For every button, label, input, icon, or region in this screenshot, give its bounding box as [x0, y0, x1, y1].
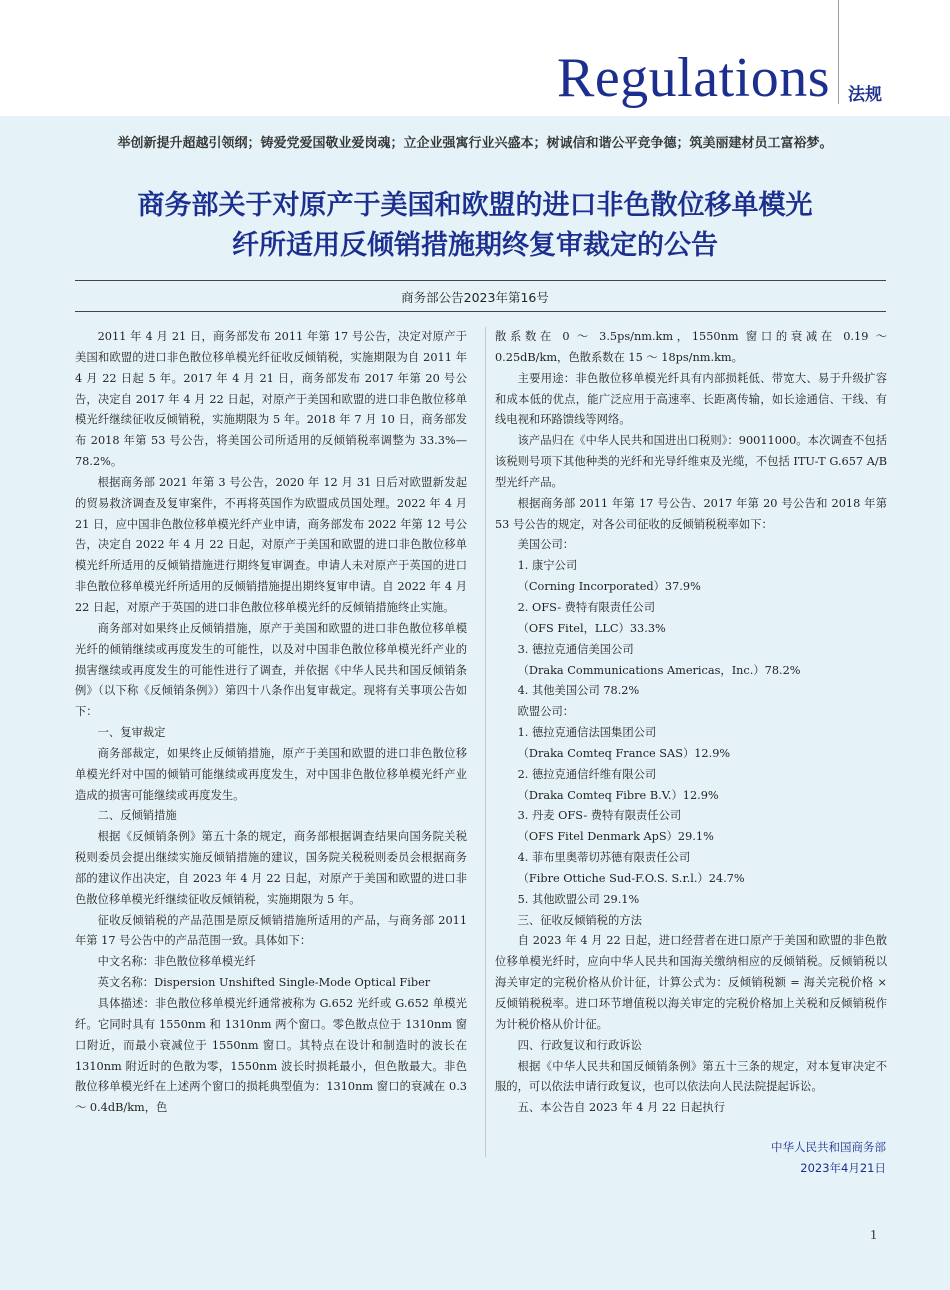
- paragraph: 三、征收反倾销税的方法: [517, 913, 642, 927]
- paragraph: 中文名称：非色散位移单模光纤: [97, 955, 256, 969]
- document-number: 商务部公告2023年第16号: [401, 290, 549, 305]
- paragraph: 5. 其他欧盟公司 29.1%: [517, 892, 640, 906]
- paragraph: 2. OFS- 费特有限责任公司: [517, 600, 655, 614]
- paragraph: 商务部裁定，如果终止反倾销措施，原产于美国和欧盟的进口非色散位移单模光纤对中国的倾销可能继续或再度发生，对中国非色散位移单模光纤产业造成的损害可能继续或再度发生。: [75, 746, 467, 802]
- paragraph: （Draka Communications Americas，Inc.）78.2%: [517, 663, 801, 677]
- paragraph: 欧盟公司：: [517, 705, 575, 719]
- paragraph: （Corning Incorporated）37.9%: [517, 580, 701, 594]
- paragraph: 具体描述：非色散位移单模光纤通常被称为 G.652 光纤或 G.652 单模光纤。它同时具有 1550nm 和 1310nm 两个窗口。零色散点位于 1310nm 窗口附近，而最小衰减位于 1550nm 窗口。其特点在设计和制造时的波长在 1310nm 附近时的色散为零，1550nm 波长时损耗最小，但色散最大。非色散位移单模光纤在上述两个窗口的损耗典型值为：1310nm 窗口的衰减在 0.3 ～ 0.4dB/km，色: [75, 997, 467, 1115]
- paragraph: 征收反倾销税的产品范围是原反倾销措施所适用的产品，与商务部 2011 年第 17 号公告中的产品范围一致。具体如下：: [75, 913, 467, 948]
- paragraph: 美国公司：: [517, 538, 575, 552]
- paragraph: 五、本公告自 2023 年 4 月 22 日起执行: [517, 1101, 726, 1115]
- article-title-line-1: 商务部关于对原产于美国和欧盟的进口非色散位移单模光: [137, 190, 813, 221]
- paragraph: 二、反倾销措施: [97, 809, 177, 823]
- right-column: [495, 327, 887, 1119]
- paragraph: 1. 康宁公司: [517, 559, 578, 573]
- paragraph: 根据商务部 2021 年第 3 号公告，2020 年 12 月 31 日后对欧盟新发起的贸易救济调查及复审案件，不再将英国作为欧盟成员国处理。2022 年 4 月 21 日，应中国非色散位移单模光纤产业申请，商务部发布 2022 年第 12 号公告，决定自 2022 年 4 月 22 日起，对原产于美国和欧盟的进口非色散位移单模光纤所适用的反倾销措施进行期终复审调查。申请人未对原产于英国的进口非色散位移单模光纤所适用的反倾销措施提出期终复审申请。自 2022 年 4 月 22 日起，对原产于英国的进口非色散位移单模光纤的反倾销措施终止实施。: [75, 475, 467, 614]
- paragraph: 2011 年 4 月 21 日，商务部发布 2011 年第 17 号公告，决定对原产于美国和欧盟的进口非色散位移单模光纤征收反倾销税，实施期限为自 2011 年 4 月 22 日起 5 年。2017 年 4 月 21 日，商务部发布 2017 年第 20 号公告，决定自 2017 年 4 月 22 日起，对原产于美国和欧盟的进口非色散位移单模光纤继续征收反倾销税，实施期限为 5 年。2018 年 7 月 10 日，商务部发布 2018 年第 53 号公告，将美国公司所适用的反倾销税率调整为 33.3%—78.2%。: [75, 330, 467, 469]
- paragraph: 根据《反倾销条例》第五十条的规定，商务部根据调查结果向国务院关税税则委员会提出继续实施反倾销措施的建议，国务院关税税则委员会根据商务部的建议作出决定，自 2023 年 4 月 22 日起，对原产于美国和欧盟的进口非色散位移单模光纤继续征收反倾销税，实施期限为 5 年。: [75, 830, 467, 906]
- section-title: Regulations: [556, 47, 830, 109]
- paragraph: （OFS Fitel Denmark ApS）29.1%: [517, 830, 714, 844]
- title-rule-top: [75, 280, 886, 281]
- page-header: [0, 0, 950, 116]
- signoff-date: 2023年4月21日: [800, 1161, 886, 1175]
- paragraph: 散系数在 0 ～ 3.5ps/nm.km，1550nm 窗口的衰减在 0.19 ～ 0.25dB/km，色散系数在 15 ～ 18ps/nm.km。: [495, 330, 887, 364]
- paragraph: 主要用途：非色散位移单模光纤具有内部损耗低、带宽大、易于升级扩容和成本低的优点，能广泛应用于高速率、长距离传输，如长途通信、干线、有线电视和环路馈线等网络。: [495, 371, 887, 427]
- paragraph: 2. 德拉克通信纤维有限公司: [517, 767, 657, 781]
- header-divider: [838, 0, 839, 104]
- paragraph: （Draka Comteq France SAS）12.9%: [517, 746, 731, 760]
- slogan: 举创新提升超越引领纲；铸爱党爱国敬业爱岗魂；立企业强寓行业兴盛本；树诚信和谐公平竞争德；筑美丽建材员工富裕梦。: [117, 136, 833, 151]
- paragraph: 1. 德拉克通信法国集团公司: [517, 726, 657, 740]
- paragraph: 4. 菲布里奥蒂切苏德有限责任公司: [517, 851, 691, 865]
- paragraph: 四、行政复议和行政诉讼: [517, 1038, 642, 1052]
- paragraph: 4. 其他美国公司 78.2%: [517, 684, 640, 698]
- article-title-line-2: 纤所适用反倾销措施期终复审裁定的公告: [232, 230, 718, 261]
- paragraph: 3. 丹麦 OFS- 费特有限责任公司: [517, 809, 682, 823]
- paragraph: 自 2023 年 4 月 22 日起，进口经营者在进口原产于美国和欧盟的非色散位移单模光纤时，应向中华人民共和国海关缴纳相应的反倾销税。反倾销税以海关审定的完税价格从价计征，计算公式为：反倾销税额 = 海关完税价格 × 反倾销税税率。进口环节增值税以海关审定的完税价格加上关税和反倾销税作为计税价格从价计征。: [495, 934, 887, 1031]
- column-divider: [485, 327, 486, 1157]
- paragraph: 英文名称：Dispersion Unshifted Single-Mode Optical Fiber: [97, 976, 431, 990]
- left-column: [75, 327, 467, 1119]
- paragraph: （Draka Comteq Fibre B.V.）12.9%: [517, 788, 719, 802]
- paragraph: （Fibre Ottiche Sud-F.O.S. S.r.l.）24.7%: [517, 871, 745, 885]
- signoff-organization: 中华人民共和国商务部: [771, 1140, 886, 1154]
- paragraph: 商务部对如果终止反倾销措施，原产于美国和欧盟的进口非色散位移单模光纤的倾销继续或再度发生的可能性，以及对中国非色散位移单模光纤产业的损害继续或再度发生的可能性进行了调查，并依据《中华人民共和国反倾销条例》（以下称《反倾销条例》）第四十八条作出复审裁定。现将有关事项公告如下：: [75, 621, 467, 719]
- section-subtitle: 法规: [848, 85, 882, 105]
- paragraph: 根据商务部 2011 年第 17 号公告、2017 年第 20 号公告和 2018 年第 53 号公告的规定，对各公司征收的反倾销税税率如下：: [495, 496, 887, 531]
- title-rule-bottom: [75, 311, 886, 312]
- article-title: [40, 186, 910, 266]
- paragraph: （OFS Fitel，LLC）33.3%: [517, 621, 666, 635]
- paragraph: 根据《中华人民共和国反倾销条例》第五十三条的规定，对本复审决定不服的，可以依法申请行政复议，也可以依法向人民法院提起诉讼。: [495, 1059, 887, 1094]
- paragraph: 该产品归在《中华人民共和国进出口税则》：90011000。本次调查不包括该税则号项下其他种类的光纤和光导纤维束及光缆，不包括 ITU-T G.657 A/B 型光纤产品。: [495, 434, 887, 489]
- paragraph: 一、复审裁定: [97, 726, 166, 740]
- paragraph: 3. 德拉克通信美国公司: [517, 642, 634, 656]
- page-number: 1: [870, 1228, 877, 1243]
